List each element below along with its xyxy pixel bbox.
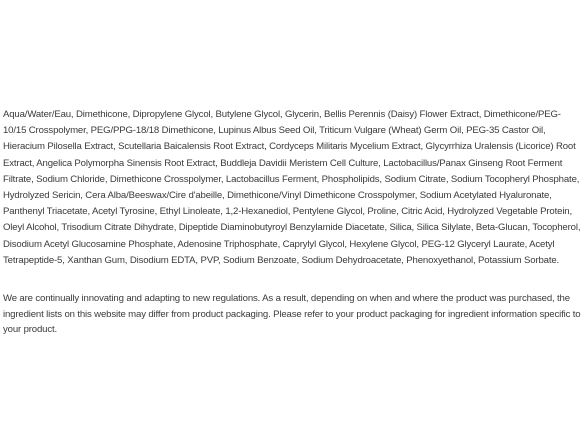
ingredient-list: Aqua/Water/Eau, Dimethicone, Dipropylene Glycol, Butylene Glycol, Glycerin, Bellis Perennis (Daisy) Flower Extract, Dimethicone/PEG-10/15 Crosspolymer, PEG/PPG-18/18 Dimethicone, Lupinus Albus Seed Oil, Triticum Vulgare (Wheat) Germ Oil, PEG-35 Castor Oil, Hieracium Pilosella Extract, Scutellaria Baicalensis Root Extract, Cordyceps Militaris Mycelium Extract, Glycyrrhiza Uralensis (Licorice) Root Extract, Angelica Polymorpha Sinensis Root Extract, Buddleja Davidii Meristem Cell Culture, Lactobacillus/Panax Ginseng Root Ferment Filtrate, Sodium Chloride, Dimethicone Crosspolymer, Lactobacillus Ferment, Phospholipids, Sodium Citrate, Sodium Tocopheryl Phosphate, Hydrolyzed Sericin, Cera Alba/Beeswax/Cire d'abeille, Dimethicone/Vinyl Dimethicone Crosspolymer, Sodium Acetylated Hyaluronate, Panthenyl Triacetate, Acetyl Tyrosine, Ethyl Linoleate, 1,2-Hexanediol, Pentylene Glycol, Proline, Citric Acid, Hydrolyzed Vegetable Protein, Oleyl Alcohol, Trisodium Citrate Dihydrate, Dipeptide Diaminobutyroyl Benzylamide Diacetate, Silica, Silica Silylate, Beta-Glucan, Tocopherol, Disodium Acetyl Glucosamine Phosphate, Adenosine Triphosphate, Caprylyl Glycol, Hexylene Glycol, PEG-12 Glyceryl Laurate, Acetyl Tetrapeptide-5, Xanthan Gum, Disodium EDTA, PVP, Sodium Benzoate, Sodium Dehydroacetate, Phenoxyethanol, Potassium Sorbate. (3, 109, 581, 266)
ingredient-disclaimer: We are continually innovating and adapting to new regulations. As a result, depending on when and where the product was purchased, the ingredient lists on this website may differ from product packaging. Please refer to your product packaging for ingredient information specific to your product. (3, 293, 581, 336)
